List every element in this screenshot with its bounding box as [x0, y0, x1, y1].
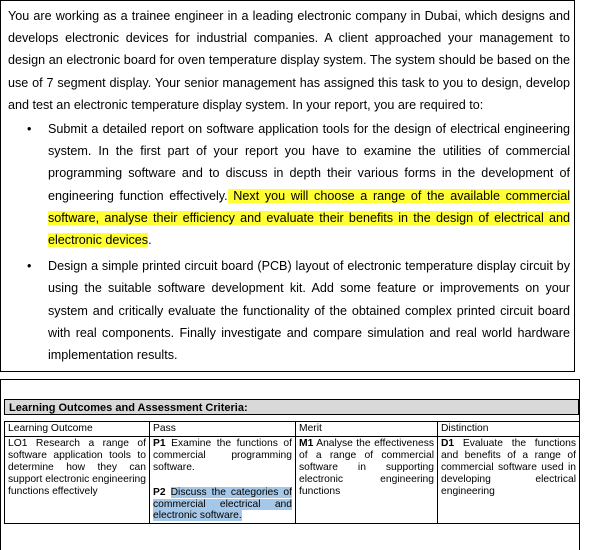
bullet-icon: • [27, 259, 32, 274]
list-item [1, 118, 576, 251]
bullet-text: Submit a detailed report on software application tools for the design of electrical engineering system. In the first part of your report you have to examine the utilities of commercial programming software and to discuss in depth their various forms in the development of engineering function effectively. [48, 122, 570, 203]
distinction-cell [438, 436, 580, 523]
lo1-cell: LO1 Research a range of software application tools to determine how they can support electronic engineering functions effectively [5, 436, 150, 523]
learning-outcomes-box [0, 379, 580, 550]
p1-code: P1 [153, 437, 166, 449]
d1-text: Evaluate the functions and benefits of a range of commercial software used in developing electrical engineering [441, 437, 576, 497]
list-item [1, 255, 576, 366]
pass-cell [150, 436, 296, 523]
table-title: Learning Outcomes and Assessment Criteria: [4, 399, 579, 415]
header-learning-outcome: Learning Outcome [5, 422, 150, 437]
bullet-icon: • [27, 122, 32, 136]
p1-text: Examine the functions of commercial programming software. [153, 437, 292, 473]
intro-paragraph: You are working as a trainee engineer in a leading electronic company in Dubai, which designs and develops electronic devices for industrial companies. A client approached your management to design an electronic board for oven temperature display system. The system should be based on the use of 7 segment display. Your senior management has assigned this task to you to design, develop and test an electronic temperature display system. In your report, you are required to: [8, 9, 570, 112]
p2-selected-text[interactable]: Discuss the categories of commercial electrical and electronic software. [153, 486, 292, 522]
m1-text: Analyse the effectiveness of a range of commercial software in supporting electronic engineering functions [299, 437, 434, 497]
requirements-list [1, 118, 576, 366]
header-merit: Merit [296, 422, 438, 437]
header-pass: Pass [150, 422, 296, 437]
m1-code: M1 [299, 437, 314, 449]
table-row [5, 436, 580, 523]
criteria-table [4, 421, 580, 524]
bullet-text: Design a simple printed circuit board (PCB) layout of electronic temperature display circuit by using the suitable software development kit. Add some feature or improvements on your system and critically evaluate the functionality of the obtained complex printed circuit board with real components. Finally investigate and compare simulation and real world hardware implementation results. [48, 259, 570, 363]
p1-criterion [153, 438, 292, 474]
p2-criterion [153, 487, 292, 523]
header-distinction: Distinction [438, 422, 580, 437]
p2-code: P2 [153, 486, 166, 498]
highlighted-text: Next you will choose a range of the available commercial software, analyse their efficiency and evaluate their benefits in the design of electrical and electronic devices [48, 188, 570, 248]
table-row [5, 422, 580, 437]
bullet-text-end: . [148, 233, 152, 248]
merit-cell [296, 436, 438, 523]
d1-code: D1 [441, 437, 455, 449]
